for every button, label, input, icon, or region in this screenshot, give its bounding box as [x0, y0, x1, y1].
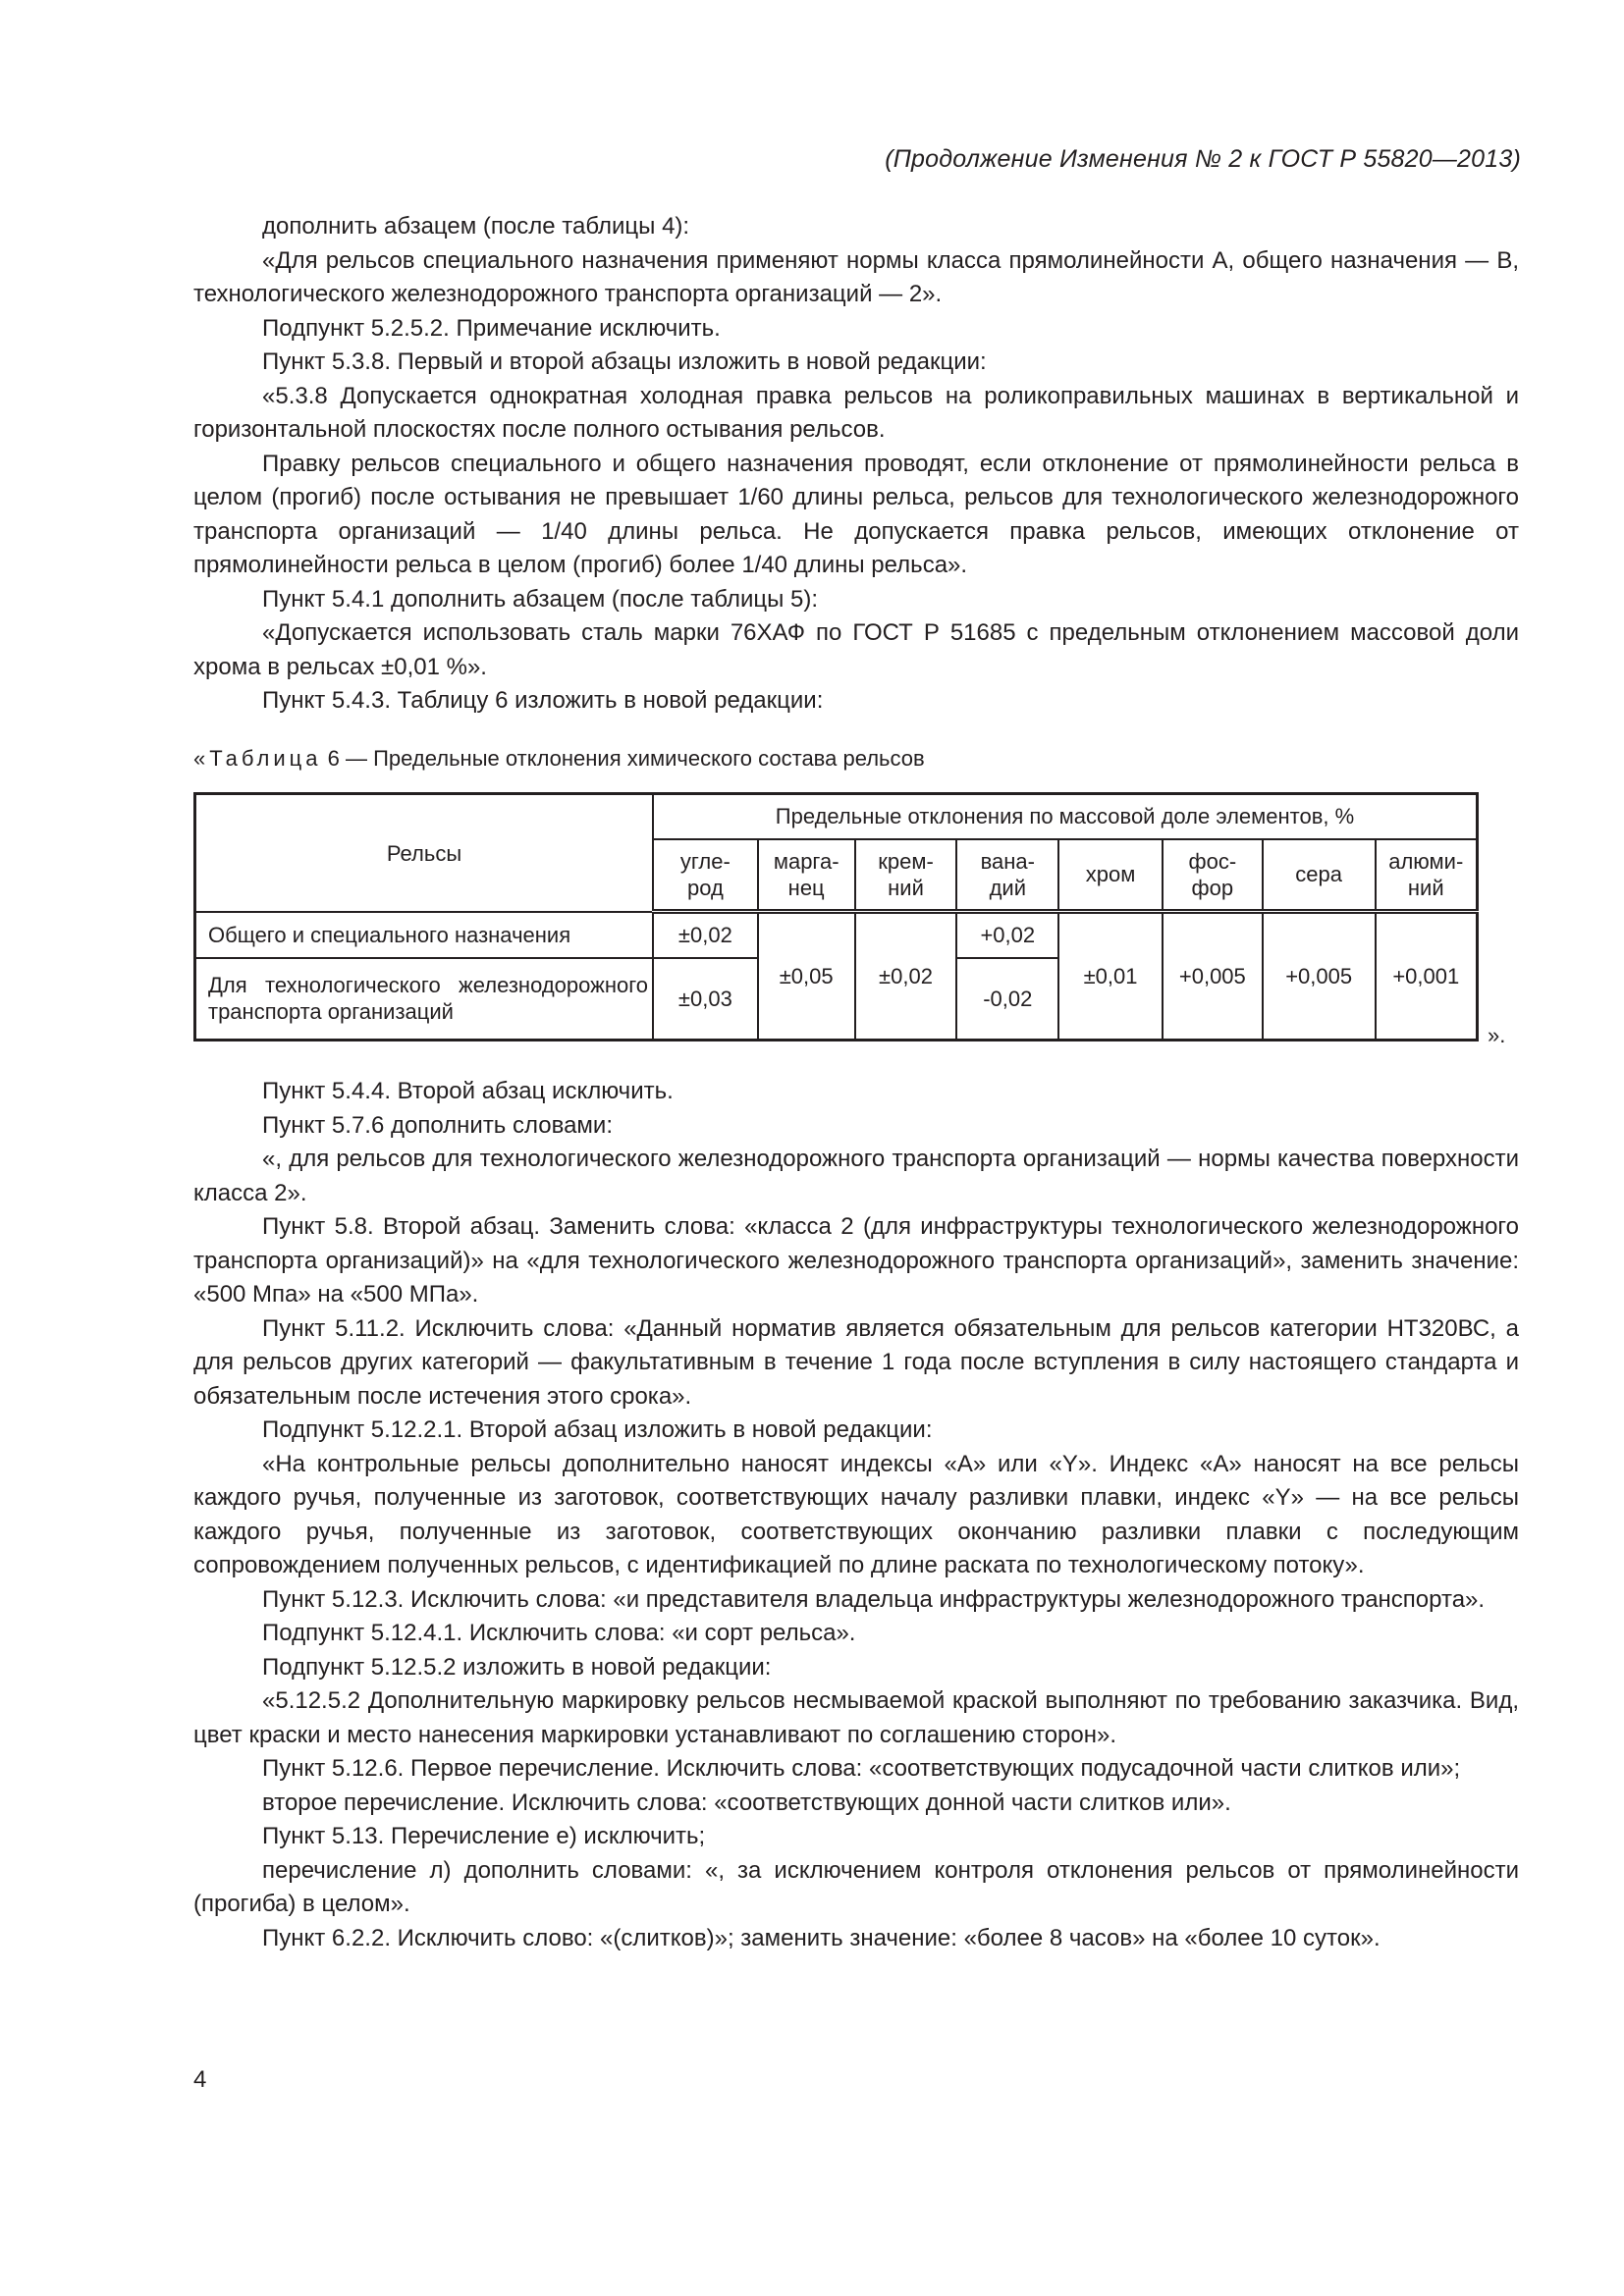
cell-vanadium: +0,02 — [956, 912, 1058, 958]
header-vanadium: вана- дий — [956, 839, 1058, 912]
header-rails: Рельсы — [195, 794, 654, 912]
top-text-block — [193, 210, 1519, 719]
paragraph: Правку рельсов специального и общего назначения проводят, если отклонение от прямолинейности рельса в целом (прогиб) после остывания не превышает 1/60 длины рельса, рельсов для технологического железнодорожного транспорта организаций — 1/40 длины рельса. Не допускается правка рельсов, имеющих отклонение от прямолинейности рельса в целом (прогиб) более 1/40 длины рельса». — [193, 450, 1519, 578]
paragraph: «, для рельсов для технологического железнодорожного транспорта организаций — нормы качества поверхности класса 2». — [193, 1146, 1519, 1206]
header-manganese: марга- нец — [758, 839, 855, 912]
table-row — [195, 912, 1478, 958]
cell-chromium: ±0,01 — [1058, 912, 1163, 1041]
page-number: 4 — [193, 2066, 207, 2093]
paragraph: Пункт 5.12.3. Исключить слова: «и представителя владельца инфраструктуры железнодорожного транспорта». — [262, 1585, 1486, 1613]
header-sulfur: сера — [1263, 839, 1376, 912]
bottom-text-block — [193, 1075, 1519, 1955]
paragraph: «5.3.8 Допускается однократная холодная правка рельсов на роликоправильных машинах в вертикальной и горизонтальной плоскостях после полного остывания рельсов. — [193, 382, 1519, 443]
paragraph: Подпункт 5.12.5.2 изложить в новой редакции: — [262, 1653, 772, 1681]
table-caption-prefix: «Таблица — [193, 746, 322, 771]
table-closing-quote: ». — [1488, 1023, 1506, 1047]
header-aluminum: алюми- ний — [1376, 839, 1478, 912]
paragraph: Подпункт 5.12.4.1. Исключить слова: «и сорт рельса». — [262, 1620, 856, 1646]
header-phosphorus: фос- фор — [1163, 839, 1263, 912]
paragraph: Пункт 5.4.3. Таблицу 6 изложить в новой редакции: — [262, 687, 824, 714]
paragraph: перечисление л) дополнить словами: «, за исключением контроля отклонения рельсов от прямолинейности (прогиба) в целом». — [193, 1856, 1519, 1917]
table-caption-number: 6 — [327, 746, 340, 771]
paragraph: дополнить абзацем (после таблицы 4): — [262, 213, 690, 240]
paragraph: Подпункт 5.2.5.2. Примечание исключить. — [262, 314, 721, 342]
cell-sulfur: +0,005 — [1263, 912, 1376, 1041]
paragraph: Пункт 5.11.2. Исключить слова: «Данный норматив является обязательным для рельсов категории НТ320ВС, а для рельсов других категорий — факультативным в течение 1 года после вступления в силу настоящего стандарта и обязательным после истечения этого срока». — [193, 1314, 1519, 1410]
table-caption — [193, 746, 925, 772]
paragraph: Пункт 5.4.4. Второй абзац исключить. — [262, 1078, 674, 1104]
header-group: Предельные отклонения по массовой доле элементов, % — [653, 794, 1478, 839]
paragraph: «Допускается использовать сталь марки 76ХАФ по ГОСТ Р 51685 с предельным отклонением массовой доли хрома в рельсах ±0,01 %». — [193, 619, 1519, 680]
paragraph: Пункт 5.12.6. Первое перечисление. Исключить слова: «соответствующих подусадочной части слитков или»; — [262, 1755, 1461, 1782]
running-header: (Продолжение Изменения № 2 к ГОСТ Р 55820—2013) — [885, 145, 1521, 173]
cell-rails: Для технологического железнодорожного транспорта организаций — [195, 958, 654, 1041]
paragraph: Пункт 5.8. Второй абзац. Заменить слова: «класса 2 (для инфраструктуры технологического железнодорожного транспорта организаций)» на «для технологического железнодорожного транспорта организаций», заменить значение: «500 Мпа» на «500 МПа». — [193, 1213, 1519, 1308]
paragraph: Пункт 5.3.8. Первый и второй абзацы изложить в новой редакции: — [262, 348, 987, 375]
paragraph: Пункт 5.4.1 дополнить абзацем (после таблицы 5): — [262, 585, 819, 613]
paragraph: Пункт 5.13. Перечисление е) исключить; — [262, 1823, 706, 1849]
cell-carbon: ±0,03 — [653, 958, 758, 1041]
table-header-row-1 — [195, 794, 1478, 839]
cell-aluminum: +0,001 — [1376, 912, 1478, 1041]
paragraph: «Для рельсов специального назначения применяют нормы класса прямолинейности А, общего назначения — В, технологического железнодорожного транспорта организаций — 2». — [193, 246, 1519, 307]
paragraph: Пункт 5.7.6 дополнить словами: — [262, 1111, 613, 1139]
header-carbon: угле- род — [653, 839, 758, 912]
chemical-deviation-table — [193, 792, 1479, 1041]
paragraph: «5.12.5.2 Дополнительную маркировку рельсов несмываемой краской выполняют по требованию заказчика. Вид, цвет краски и место нанесения маркировки устанавливают по соглашению сторон». — [193, 1687, 1519, 1748]
header-chromium: хром — [1058, 839, 1163, 912]
cell-silicon: ±0,02 — [855, 912, 957, 1041]
header-silicon: крем- ний — [855, 839, 957, 912]
paragraph: Подпункт 5.12.2.1. Второй абзац изложить в новой редакции: — [262, 1416, 933, 1443]
cell-phosphorus: +0,005 — [1163, 912, 1263, 1041]
cell-carbon: ±0,02 — [653, 912, 758, 958]
cell-manganese: ±0,05 — [758, 912, 855, 1041]
cell-vanadium: -0,02 — [956, 958, 1058, 1041]
paragraph: Пункт 6.2.2. Исключить слово: «(слитков)»; заменить значение: «более 8 часов» на «более 10 суток». — [262, 1924, 1380, 1951]
paragraph: «На контрольные рельсы дополнительно наносят индексы «А» или «Y». Индекс «А» наносят на все рельсы каждого ручья, полученные из заготовок, соответствующих началу разливки плавки, индекс «Y» — на все рельсы каждого ручья, полученные из заготовок, соответствующих окончанию разливки плавки с последующим сопровождением полученных рельсов, с идентификацией по длине раската по технологическому потоку». — [193, 1450, 1519, 1578]
cell-rails: Общего и специального назначения — [195, 912, 654, 958]
table-caption-text: — Предельные отклонения химического состава рельсов — [346, 746, 925, 771]
paragraph: второе перечисление. Исключить слова: «соответствующих донной части слитков или». — [262, 1789, 1231, 1816]
